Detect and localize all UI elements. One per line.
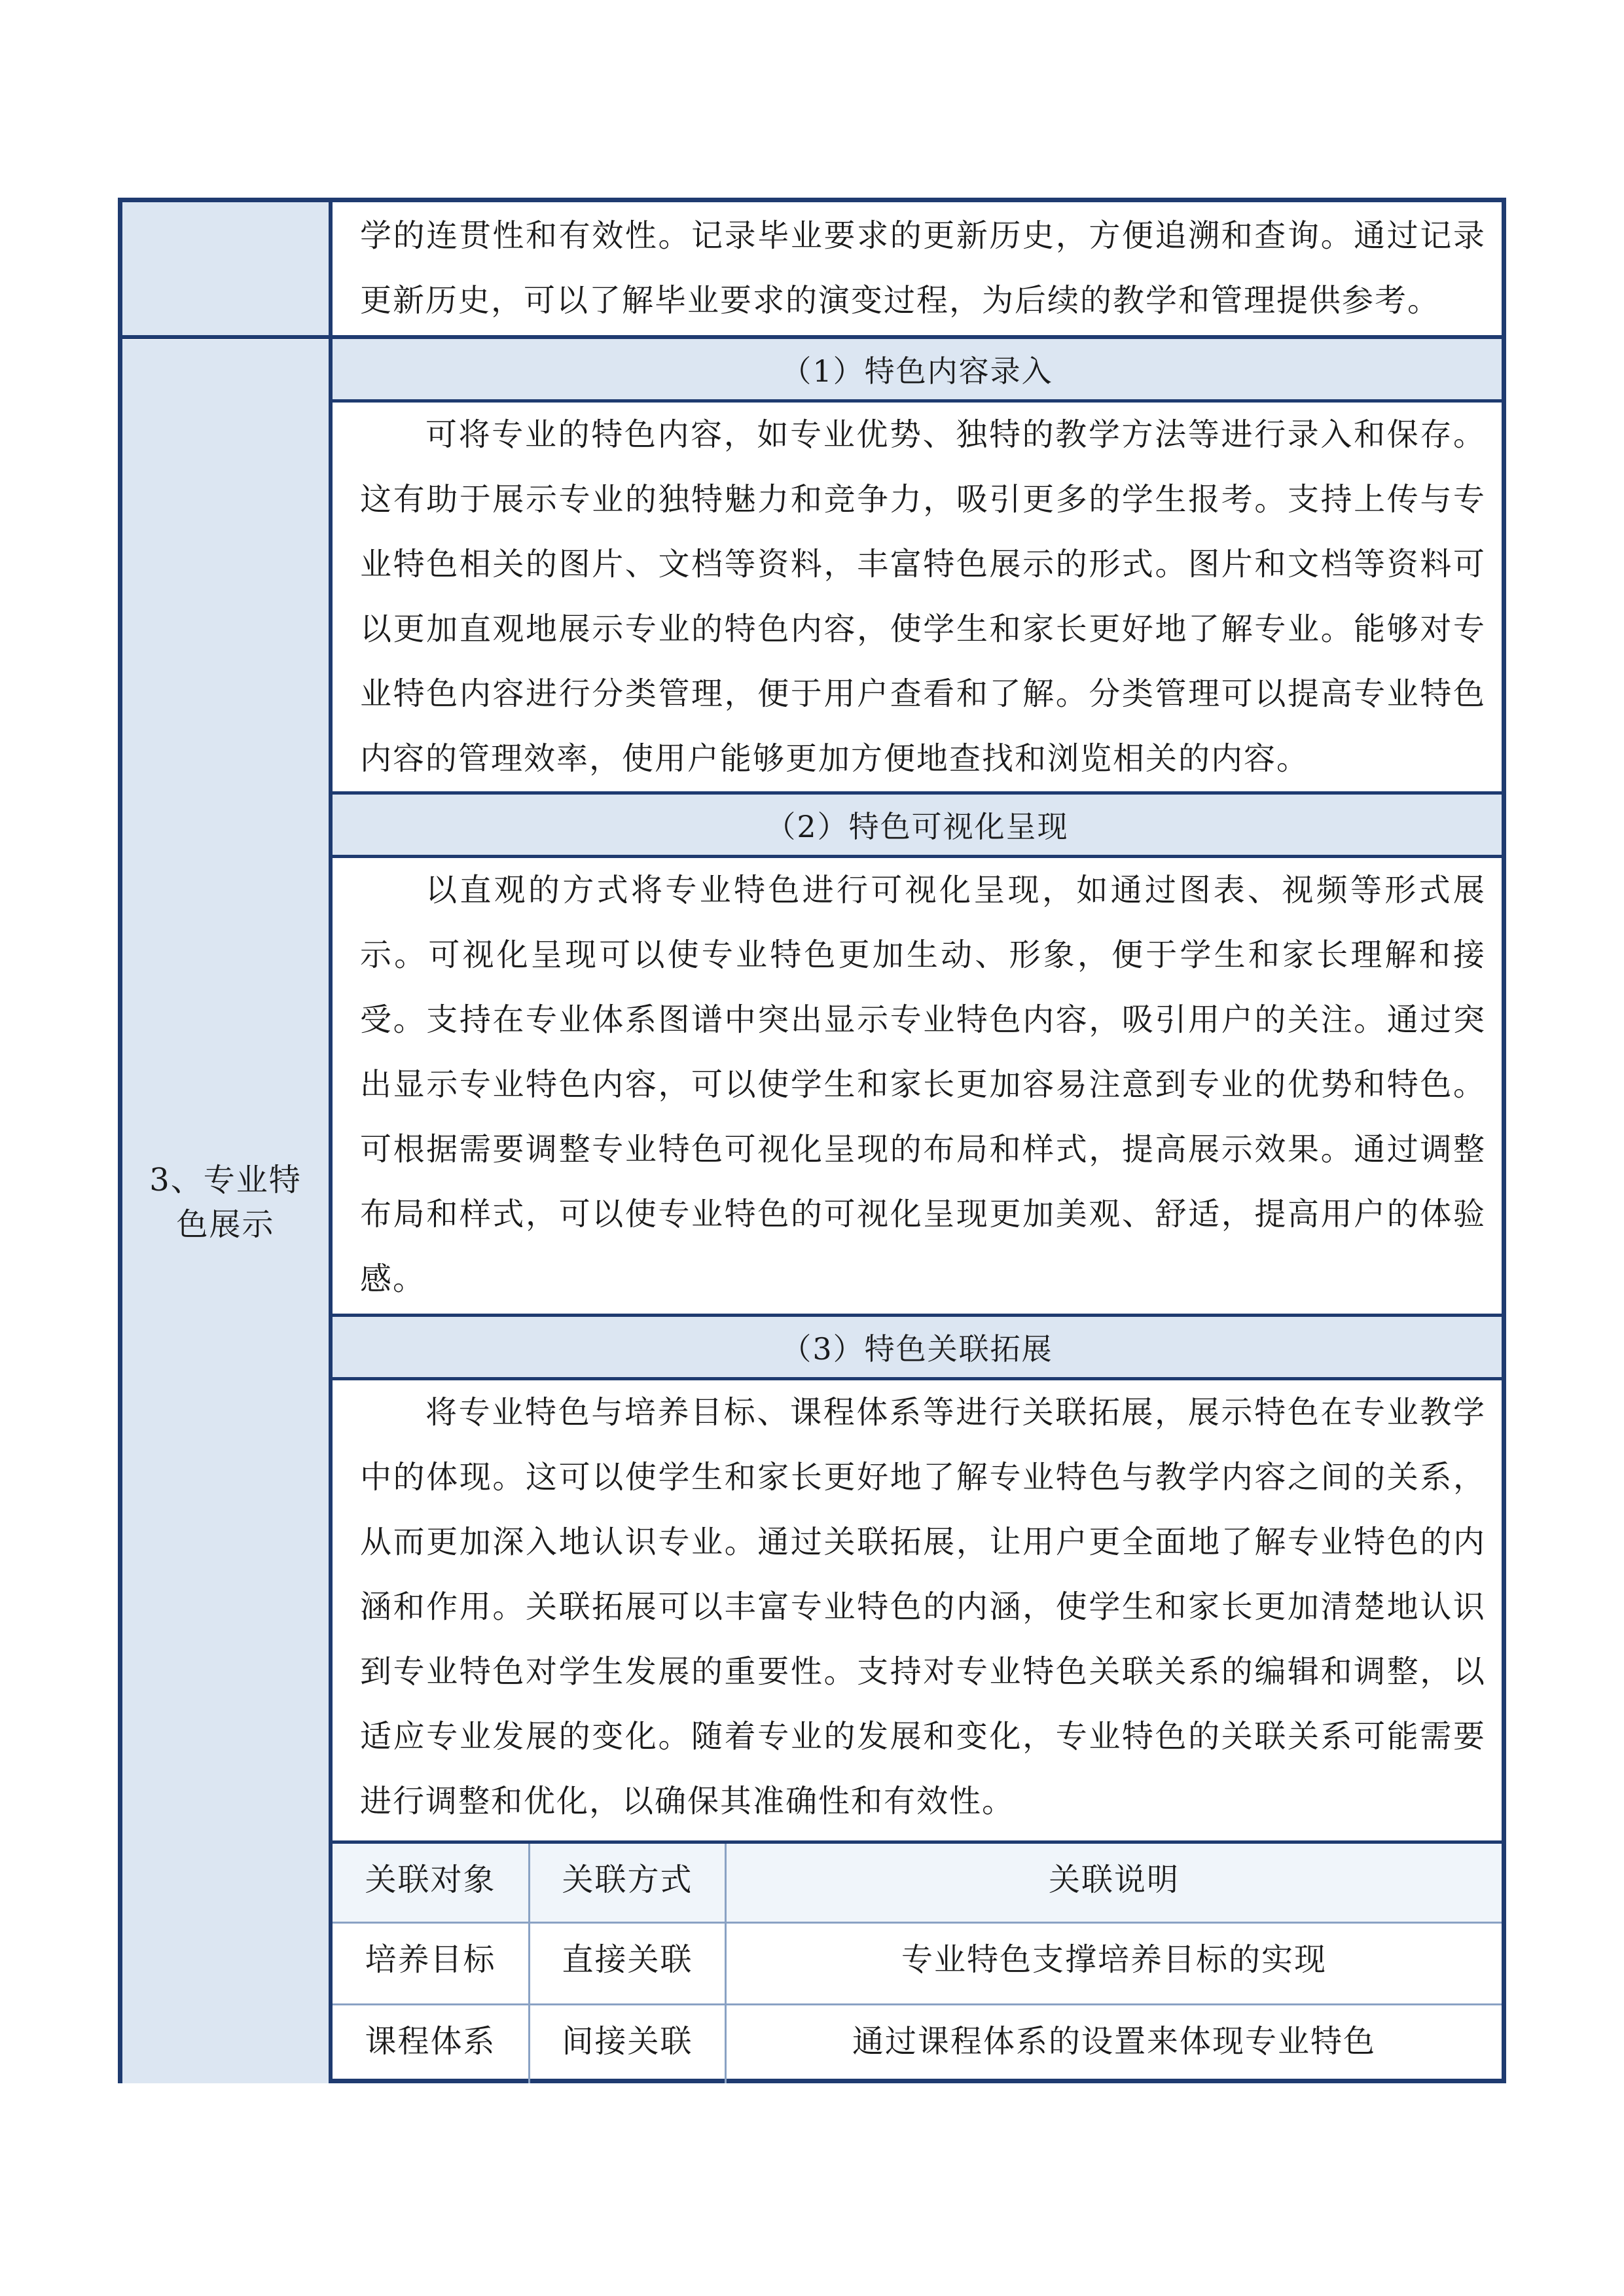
table-header-cell: 关联说明 <box>1048 1861 1180 1898</box>
table-header-cell: 关联对象 <box>365 1861 496 1898</box>
sub1-heading: （1）特色内容录入 <box>333 339 1502 399</box>
sub2-paragraph: 以直观的方式将专业特色进行可视化呈现，如通过图表、视频等形式展 示。可视化呈现可以使专业特色更加生动、形象，便于学生和家长理解和接 受。支持在专业体系图谱中突出显示专业特色内容，吸引用户的关注。通过突 出显示专业特色内容，可以使学生和家长更加容易注意到专业的优势和特色。 可根据需要调整专业特色可视化呈现的布局和样式，提高展示效果。通过调整 布局和样式，可以使专业特色的可视化呈现更加美观、舒适，提高用户的体验 感。 <box>360 872 1486 1297</box>
table-cell: 通过课程体系的设置来体现专业特色 <box>852 2022 1376 2060</box>
sub3-heading: （3）特色关联拓展 <box>333 1317 1502 1377</box>
table-cell: 间接关联 <box>562 2022 693 2060</box>
sub2-heading: （2）特色可视化呈现 <box>333 795 1502 855</box>
sub1-paragraph: 可将专业的特色内容，如专业优势、独特的教学方法等进行录入和保存。 这有助于展示专业的独特魅力和竞争力，吸引更多的学生报考。支持上传与专 业特色相关的图片、文档等资料，丰富特色展示的形式。图片和文档等资料可 以更加直观地展示专业的特色内容，使学生和家长更好地了解专业。能够对专 业特色内容进行分类管理，便于用户查看和了解。分类管理可以提高专业特色 内容的管理效率，使用户能够更加方便地查找和浏览相关的内容。 <box>360 416 1486 777</box>
sub3-paragraph: 将专业特色与培养目标、课程体系等进行关联拓展，展示特色在专业教学 中的体现。这可以使学生和家长更好地了解专业特色与教学内容之间的关系， 从而更加深入地认识专业。通过关联拓展，让用户更全面地了解专业特色的内 涵和作用。关联拓展可以丰富专业特色的内涵，使学生和家长更加清楚地认识 到专业特色对学生发展的重要性。支持对专业特色关联关系的编辑和调整，以 适应专业发展的变化。随着专业的发展和变化，专业特色的关联关系可能需要 进行调整和优化，以确保其准确性和有效性。 <box>360 1394 1486 1820</box>
table-header-cell: 关联方式 <box>562 1861 693 1898</box>
top-row-text: 学的连贯性和有效性。记录毕业要求的更新历史，方便追溯和查询。通过记录 更新历史，可以了解毕业要求的演变过程，为后续的教学和管理提供参考。 <box>360 217 1486 319</box>
table-cell: 培养目标 <box>365 1941 496 1978</box>
table-cell: 课程体系 <box>365 2022 496 2060</box>
table-cell: 专业特色支撑培养目标的实现 <box>901 1941 1327 1978</box>
table-cell: 直接关联 <box>562 1941 693 1978</box>
column-divider <box>329 202 333 2083</box>
section-title: 3、专业特 色展示 <box>149 1162 302 1243</box>
top-row-left-cell <box>122 202 329 335</box>
document-table <box>118 198 1506 2083</box>
